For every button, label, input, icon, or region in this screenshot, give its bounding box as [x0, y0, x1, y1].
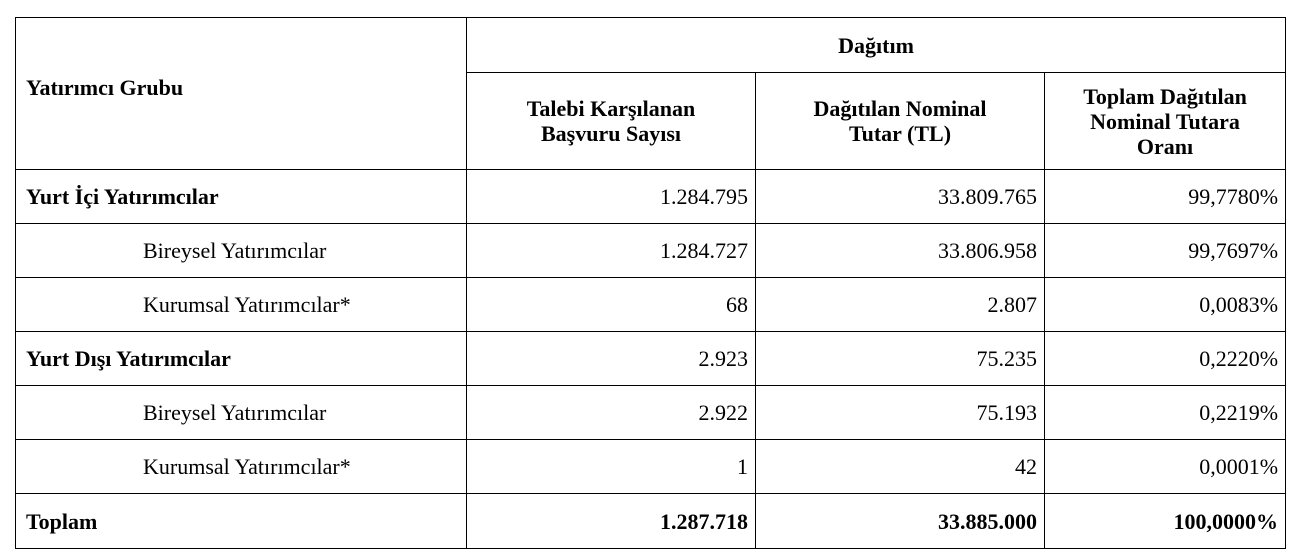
ratio-cell: 100,0000% — [1045, 494, 1286, 549]
ratio-cell: 0,0083% — [1045, 278, 1286, 332]
table-row — [16, 170, 1286, 224]
ratio-cell: 0,2220% — [1045, 332, 1286, 386]
investor-group-header: Yatırımcı Grubu — [16, 18, 467, 170]
header-row-top — [16, 18, 1286, 73]
nominal-cell: 33.806.958 — [756, 224, 1045, 278]
nominal-cell: 75.235 — [756, 332, 1045, 386]
row-label: Kurumsal Yatırımcılar* — [16, 440, 467, 494]
distribution-header: Dağıtım — [467, 18, 1286, 73]
nominal-cell: 33.809.765 — [756, 170, 1045, 224]
applications-cell: 68 — [467, 278, 756, 332]
row-label: Toplam — [16, 494, 467, 549]
row-label: Yurt Dışı Yatırımcılar — [16, 332, 467, 386]
applications-cell: 1.284.727 — [467, 224, 756, 278]
column-header-nominal: Dağıtılan Nominal Tutar (TL) — [756, 73, 1045, 170]
total-row — [16, 494, 1286, 549]
row-label: Yurt İçi Yatırımcılar — [16, 170, 467, 224]
applications-cell: 2.922 — [467, 386, 756, 440]
nominal-cell: 75.193 — [756, 386, 1045, 440]
distribution-table — [15, 17, 1286, 549]
nominal-cell: 33.885.000 — [756, 494, 1045, 549]
table-row — [16, 278, 1286, 332]
table-row — [16, 332, 1286, 386]
applications-cell: 1.287.718 — [467, 494, 756, 549]
row-label: Kurumsal Yatırımcılar* — [16, 278, 467, 332]
column-header-applications: Talebi Karşılanan Başvuru Sayısı — [467, 73, 756, 170]
nominal-cell: 2.807 — [756, 278, 1045, 332]
column-header-ratio: Toplam Dağıtılan Nominal Tutara Oranı — [1045, 73, 1286, 170]
ratio-cell: 0,2219% — [1045, 386, 1286, 440]
table-row — [16, 440, 1286, 494]
ratio-cell: 99,7697% — [1045, 224, 1286, 278]
applications-cell: 1.284.795 — [467, 170, 756, 224]
row-label: Bireysel Yatırımcılar — [16, 386, 467, 440]
nominal-cell: 42 — [756, 440, 1045, 494]
applications-cell: 1 — [467, 440, 756, 494]
table-row — [16, 224, 1286, 278]
table-row — [16, 386, 1286, 440]
ratio-cell: 99,7780% — [1045, 170, 1286, 224]
ratio-cell: 0,0001% — [1045, 440, 1286, 494]
row-label: Bireysel Yatırımcılar — [16, 224, 467, 278]
applications-cell: 2.923 — [467, 332, 756, 386]
